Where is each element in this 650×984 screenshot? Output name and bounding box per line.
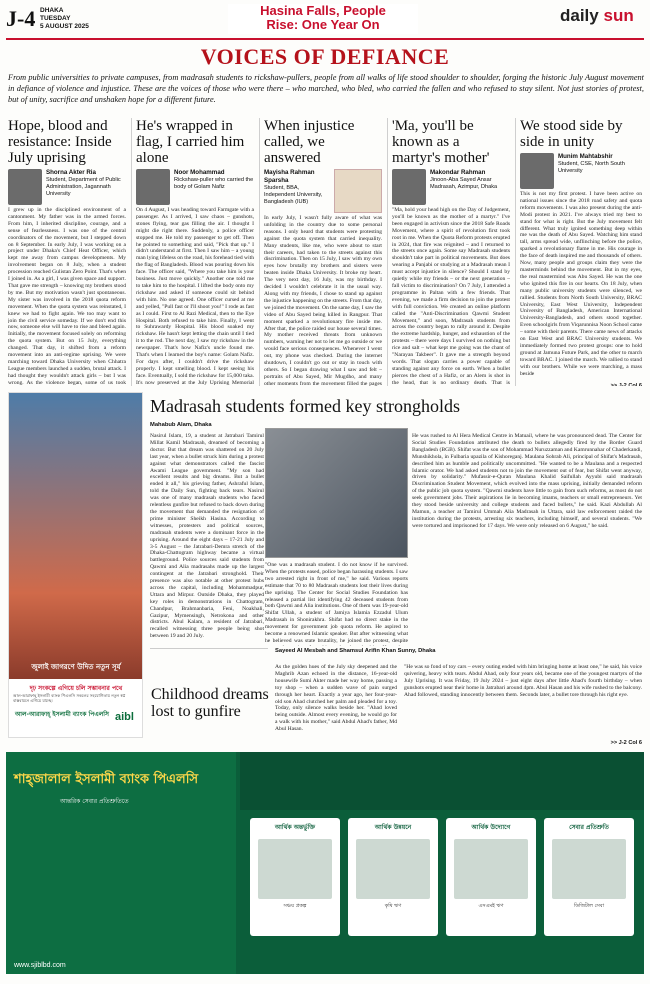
dateline [40, 7, 89, 31]
ad-card-label: এসএমই ঋণ [478, 903, 504, 909]
ad-card [544, 818, 634, 936]
ad-card-image [356, 839, 430, 899]
logo-sun: sun [603, 6, 634, 25]
ad-card-title: আর্থিক উন্নয়নে [374, 824, 412, 831]
sketch-image [334, 169, 382, 213]
banner-line-2: Rise: One Year On [266, 17, 380, 32]
ad-card-title: আর্থিক উদ্যোগে [471, 824, 511, 831]
article-childhood-col1: As the golden hues of the July sky deepened and the Maghrib Azan echoed in the distance, 16-year-old housewife Sumi Akter made her way home, passing a toy shop – when a sudden wave of pain surged through her heart. Exactly a year ago, her four-year-old son Ahad clutched her palm and pleaded for a toy. Today, only silence walks beside her. "Ahad loved being outside. Almost every evening, he would go for a walk with his mother," said Abdul Ahad's father, Md Abul Hasan. [275, 664, 397, 733]
column-3-title: When injustice called, we answered [264, 118, 355, 166]
author-role: Student, CSE, North South University [558, 161, 625, 174]
column-divider [259, 118, 260, 386]
column-4-body: "Ma, hold your head high on the Day of Judgement, you'll be known as the mother of a martyr." I've been engaged in activism since the 2018 Safe Roads Movement, where a spirit of revolution first took root in me. When the Quota Reform protests erupted in 2024, that fire was reignited – and I returned to the streets once again. Some say Madrasah students shouldn't take part in political movements. But does wearing a Panjabi or studying at a Madrasah mean I must accept injustice in silence? Should I stand by quietly while my friends – or the next generation – fall victim to discrimination? On 7 July, I attended a programme in Paltan with a few friends. That evening, we made a firm decision to join the protest with full conviction. We created an online platform called the "Anti-Discrimination Qawmi Student Movement," and soon, Madrasah students from across the country began to rally around it. Despite the extreme hardship, hunger, and exhaustion of the protests – there were days I survived on nothing but rice and salt – what kept me going was the chant of "Narayan Takbeer". It gave me a strength beyond words. That slogan carries a power capable of standing against any force on earth. When a bullet pierces the chest of a Hafiz, or an Alem is shot in the head, that is no ordinary death. That is [392, 207, 510, 386]
column-1 [8, 118, 126, 386]
article-madrasah-col3: He was rushed to Al Hera Medical Centre in Matuail, where he was pronounced dead. The Center for Social Studies Foundation attributed the death to bullets allegedly fired by the Border Guard Bangladesh (BGB). Shifat was the son of Mohammad Nuruzzaman and Kamrunnahar of Chaderkandi, Munshikhola, in Fulbaria upazila of Kishoreganj. Maulana Sohrab Ali, principal of Shifat's Madrasah, described him as humble and politically uncommitted. "He wanted to be a Maulana and a respected Islamic orator. We had asked students not to join the movement out of fear, but Shifat went anyway, driven by solidarity." Mufassir-e-Quran Maulana Khalid Saifullah Ayyubi said madrasah Discrimination Student Movement, which evolved into the mass uprising, initially demanded reform of the public job quota system. "Qawmi students have little to gain from such reforms, as most do not seek government jobs. Their aspirations lie in becoming imams, teachers or small entrepreneurs. Yet they stood beside university and college students and faced bullets," he said. Kazi Abdullah Al Mamun, a teacher at Tamirul Ummah Alia Madrasah in Uttara, said law enforcement raided the institution during the protests, arresting six teachers, including himself, and several students. "We were tortured and imprisoned for 17 days. We were only released on 6 August," he said. [412, 433, 642, 529]
sjibl-website-link[interactable]: www.sjiblbd.com [14, 962, 66, 969]
ad-card [446, 818, 536, 936]
ad-body: আল-আরাফাহ্ ইসলামী ব্যাংক পিএলসি সকলের সহযোগিতায় নতুন স্বপ্ন বাস্তবায়নে এগিয়ে যাচ্ছে। [13, 693, 126, 703]
intro-paragraph: From public universities to private campuses, from madrasah students to rickshaw-pullers, people from all walks of life stood shoulder to shoulder, forging the historic July August movement in defiance of violence and injustice. These are the voices of those who were there – who marched, who bled, who carried the fallen and who refused to stay silent. Not just stories of protest, but of unity, sacrifice and unshaken hope for a different future. [8, 73, 644, 104]
article-madrasah-col1: Nasirul Islam, 19, a student at Jatrabari Tamirul Millat Kamil Madrasah, dreamed of becoming a doctor. But that dream was shattered on 20 July last year, when a bullet struck him during a protest against what demonstrators called the fascist Awami League government. "My son had excellent results and big dreams. But a bullet ended it all," his grieving father, Ashraful Islam, told the Daily Sun, fighting back tears. Nasirul was one of many madrasah students who faced relentless gunfire but refused to back down during the movement that demanded the resignation of prime minister Sheikh Hasina. According to witnesses, protesters and political sources, madrasah students were a dominant force in the uprising. Around the eight days – 17-21 July and 3-5 August – the Jatrabari-Demra stretch of the Dhaka-Chattogram highway became a virtual battleground. Police sources said students from Qawmi and Alia madrasahs made up the largest contingent at the Jatrabari stronghold. Their presence was also notable at other protest hubs across the capital, including Mohammadpur, Uttara and Mirpur. Outside Dhaka, they played key roles in demonstrations in Chattogram, Chandpur, Brahmanbaria, Feni, Noakhali, Gazipur, Mymensingh, Netrokona and other districts. Abul Kalam, a resident of Jatrabari, recalled witnessing three people being shot between 19 and 20 July. [150, 433, 264, 640]
ad-card-title: সেবার প্রতিশ্রুতি [569, 824, 609, 831]
author-photo [520, 153, 554, 189]
page-number: J-4 [6, 6, 36, 31]
header-rule [6, 38, 644, 40]
article-madrasah-byline: Mahabub Alam, Dhaka [150, 422, 212, 428]
article-childhood-col2: "He was so fond of toy cars – every outing ended with him bringing home at least one," he said, his voice quivering, heavy with tears. Abdul Ahad, only four years old, became one of the youngest martyrs of the July Uprising. It was Friday, 19 July 2024 – just eight days after little Ahad's fourth birthday – when gunshots erupted near their home in Jatrabari around 4pm. Abul Hasan and his wife rushed to the balcony. Ahad followed, standing innocently between them. Seconds later, a bullet tore through his right eye. [404, 664, 642, 698]
ad-brand-name: আল-আরাফাহ্ ইসলামী ব্যাংক পিএলসি [15, 711, 109, 718]
author-name: Noor Mohammad [174, 169, 225, 176]
sjibl-tagline: আন্তরিক সেবার প্রতিশ্রুতিতে [60, 798, 129, 805]
section-banner [228, 4, 418, 34]
ad-card-label: ডিজিটাল সেবা [573, 903, 605, 909]
column-5-title: We stood side by side in unity [520, 118, 623, 150]
ad-headline: জুলাই জাগরণে উদিত নতুন সূর্য [31, 663, 121, 671]
author-role: Student, Department of Public Administration, Jagannath University [46, 177, 121, 197]
column-4 [392, 118, 510, 386]
ad-header-strip [240, 752, 644, 810]
column-5 [520, 118, 642, 386]
page-title: VOICES OF DEFIANCE [200, 44, 450, 69]
dateline-day: TUESDAY [40, 15, 71, 22]
author-photo [8, 169, 42, 205]
ad-card-label: সঞ্চয় প্রকল্প [283, 903, 307, 909]
ad-card-title: আর্থিক অন্তর্ভুক্তি [274, 824, 316, 831]
ad-card-image [454, 839, 528, 899]
protest-photo [265, 428, 408, 558]
bank-advertisement[interactable] [8, 392, 143, 738]
dateline-date: 5 AUGUST 2025 [40, 23, 89, 30]
column-5-continued[interactable]: >> J-2 Col 6 [610, 383, 642, 386]
column-3-byline [264, 169, 330, 206]
article-childhood-title: Childhood dreams lost to gunfire [151, 686, 269, 720]
author-role: Rickshaw-puller who carried the body of Golam Nafiz [174, 177, 254, 190]
article-childhood-continued[interactable]: >> J-2 Col 6 [610, 740, 642, 746]
author-name: Mayisha Rahman Sparsha [264, 169, 315, 184]
aibl-logo-icon: aibl [115, 711, 134, 723]
sjibl-logo: শাহ্জালাল ইসলামী ব্যাংক পিএলসি [14, 772, 199, 787]
column-3-body: In early July, I wasn't fully aware of what was unfolding in the country due to some personal reasons. I only heard that students were protesting against the quota system that carried inequality. Many students, like me, who were about to start their careers, had taken to the streets against this discrimination. Then on 15 July, I saw with my own eyes how brutally my brothers and sisters were beaten inside Dhaka University. It broke my heart. The very next day, 16 July, was my birthday. I decided I wouldn't celebrate it in the usual way. Along with my friends, I chose to stand up against the injustice happening on the streets. From that day, we joined the movement. On the same day, I saw the video of Abu Sayed being killed in Rangpur. That moment sparked a revolutionary fire inside me. After that, the police raided our house several times. My mother received threats from unknown numbers, warning her not to let me go outside or we would face serious consequences. Whenever I went out, my phone was checked. During the internet shutdown, I couldn't go out or stay in touch with others. So I began drawing what I saw and felt – portraits of Abu Sayed, Mir Mugdho, and many other moments from the movement filled the pages [264, 215, 382, 386]
ad-card [250, 818, 340, 936]
column-4-title: 'Ma, you'll be known as a martyr's mother' [392, 118, 490, 166]
author-name: Makondar Rahman [430, 169, 486, 176]
article-madrasah-col2: "One was a madrasah student. I do not know if he survived. When the protests eased, police began harassing students. I saw two arrested right in front of me," he said. Various reports estimate that 70 to 80 Madrasah students lost their lives during the uprising. The Center for Social Studies Foundation has released a partial list identifying 42 deceased students from both Qawmi and Alia institutions. One of them was 19-year-old Shifat Ullah, a student of Jamiya Islamia Ezzadul Ulum Madrasah in Shonirakhra. Shifat had no direct stake in the movement for government job quota reform. He aspired to become a renowned Islamic speaker. But after witnessing what he believed was state brutality, he joined the protest, despite [265, 562, 408, 644]
ad-card [348, 818, 438, 936]
author-photo [136, 169, 170, 205]
ad-card-image [258, 839, 332, 899]
column-divider [131, 118, 132, 386]
logo-daily: daily [560, 6, 599, 25]
dateline-city: DHAKA [40, 7, 64, 14]
column-divider [515, 118, 516, 386]
article-childhood-byline: Sayeed Al Mesbah and Shamsul Arifin Khan Sunny, Dhaka [275, 648, 436, 654]
ad-card-image [552, 839, 626, 899]
author-name: Shorna Akter Ria [46, 169, 96, 176]
masthead-logo [560, 6, 634, 26]
ad-image [9, 393, 142, 679]
column-divider [387, 118, 388, 386]
author-role: Student, BBA, Independent University, Bangladesh (IUB) [264, 185, 323, 205]
author-name: Munim Mahtabshir [558, 153, 613, 160]
column-2-title: He's wrapped in flag, I carried him alone [136, 118, 245, 166]
column-2-body: On 4 August, I was heading toward Farmgate with a passenger. As I arrived, I saw chaos – gunshots, stones flying, tear gas filling the air. I thought I might die right there. Suddenly, a police officer stopped me. He told my passenger to get off. Then he pointed to something and said, "Pick that up." I didn't understand at first. Then I saw him – a young man lying lifeless on the road, his forehead tied with the flag of Bangladesh. Blood was pouring down his face. The officer said, "Where you take him is your business. Just move quickly." Another one told me to take him to the hospital. I lifted the body onto my rickshaw and asked if someone could sit behind with him. No one agreed. One officer cursed at me and yelled, "Pull fast or I'll shoot you!" I rode as fast as I could. First to Al Razi Medical, then to the Eye Hospital. Both refused to take him. Finally, I went to Suhrawardy Hospital. His blood soaked my rickshaw. He hasn't kept letting the chain until I tied it to the rod. The next day, I saw my rickshaw in the newspaper. That's how Nafiz's uncle found me. That's when I learned the boy's name: Golam Nafiz. For days after, I couldn't drive the rickshaw properly. I kept smelling blood. I kept seeing his face. Eventually, I sold the rickshaw for 15,000 taka. It's now preserved at the July Uprising Memorial [136, 207, 254, 386]
column-2 [136, 118, 254, 386]
column-3 [264, 118, 382, 386]
ad-slogan: দৃঢ় সংকল্পে এগিয়ে চলি সম্ভাবনার পথে [29, 685, 123, 692]
ad-card-label: কৃষি ঋণ [384, 903, 402, 909]
author-photo [392, 169, 426, 205]
banner-line-1: Hasina Falls, People [260, 3, 386, 18]
column-1-title: Hope, blood and resistance: Inside July uprising [8, 118, 112, 166]
article-madrasah-title: Madrasah students formed key strongholds [150, 396, 460, 416]
author-role: Jinoon-Aba Sayed Ansar Madrasah, Azimpur, Dhaka [430, 177, 498, 190]
column-5-body: This is not my first protest. I have been active on national issues since the 2018 road safety and quota reform movements. I was also present during the anti-Modi protest in 2021. I've always tried my best to stand for what is right. But the July movement felt different. What truly ignited something deep within me was the death of Abu Sayed. Watching him stand tall, arms spread wide, unflinching before the police, sparked a revolutionary flame in me. His courage in the face of death inspired me and thousands of others. Now, many people and groups claim they were the masterminds behind the movement. But in my eyes, the real mastermind was Abu Sayed. He was the one who ignited this fire in our hearts. On 18 July, when many public university students were silenced, we rallied. Students from North South University, BRAC University, East West University, Independent University of Bangladesh, American International University-Bangladesh, and others stood together. Even schoolgirls from Viqarunnisa Noon School came – some with their parents. There came news of attacks on East West and BRAC University students. We immediately formed two protest groups: one to hold ground at Jamuna Future Park, and the other to march toward BRAC. I joined the march. We rallied to stand with our brothers. While we were marching, a mass beside [520, 191, 642, 377]
column-1-body: I grew up in the disciplined environment of a cantonment. My father was in the armed forces. From him, I inherited discipline, courage, and a sense of fearlessness. I was one of the central coordinators of the movement, but I stepped down on 8 September. In early July, I was working on a project under Dhaka's Chief Heat Officer, which kept me away from campus developments. My involvement began on 8 July, when a student procession reached Gulistan Zero Point. That's when I joined in. As a girl, I was given space and support. That gave me strength – knowing my brothers stood by me. But my motivation wasn't just spontaneous. My sister was involved in the 2018 quota reform movement. When the quota system was reinstated, I knew we had to fight again. We too may want to join the civil service someday. If we don't end this now, someone else will have to rise and bleed again. Initially, the movement focused solely on reforming the quota system. But on 15 July, everything changed. That day, it shifted from a reform movement into an anti-regime uprising. We were marching toward Dhaka University when Chhatra League members launched a sudden, brutal attack. I had thought they wouldn't attack girls – but I was wrong. As the violence began, some of us took [8, 207, 126, 386]
